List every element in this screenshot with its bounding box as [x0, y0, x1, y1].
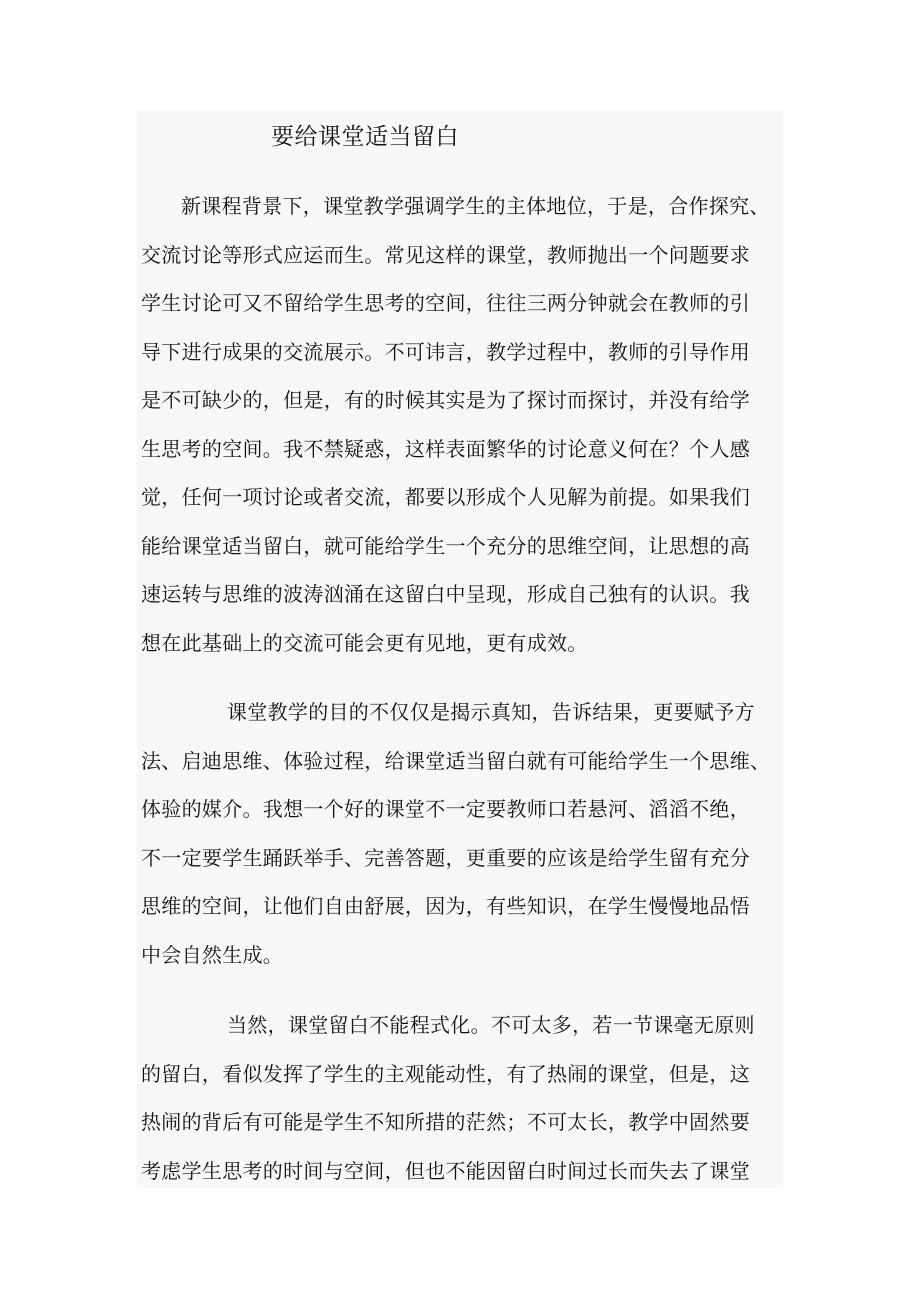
paragraph-line: 觉，任何一项讨论或者交流，都要以形成个人见解为前提。如果我们: [141, 485, 750, 509]
paragraph-line: 法、启迪思维、体验过程，给课堂适当留白就有可能给学生一个思维、: [141, 748, 771, 773]
paragraph-line: 能给课堂适当留白，就可能给学生一个充分的思维空间，让思想的高: [141, 533, 750, 558]
paragraph-line: 体验的媒介。我想一个好的课堂不一定要教师口若悬河、滔滔不绝，: [141, 797, 750, 821]
document-title: 要给课堂适当留白: [271, 124, 459, 150]
paragraph-line: 中会自然生成。: [141, 942, 284, 967]
paragraph-line: 课堂教学的目的不仅仅是揭示真知，告诉结果，更要赋予方: [227, 700, 755, 724]
paragraph-line: 导下进行成果的交流展示。不可讳言，教学过程中，教师的引导作用: [141, 339, 750, 364]
paragraph-line: 是不可缺少的，但是，有的时候其实是为了探讨而探讨，并没有给学: [141, 388, 750, 412]
paragraph-line: 速运转与思维的波涛汹涌在这留白中呈现，形成自己独有的认识。我: [141, 582, 750, 606]
paragraph-line: 热闹的背后有可能是学生不知所措的茫然；不可太长，教学中固然要: [141, 1110, 750, 1134]
paragraph-3: [141, 1001, 783, 1188]
paragraph-2: [141, 688, 783, 979]
paragraph-line: 新课程背景下，课堂教学强调学生的主体地位，于是，合作探究、: [181, 194, 770, 218]
paragraph-1: [141, 182, 783, 667]
paragraph-line: 学生讨论可又不留给学生思考的空间，往往三两分钟就会在教师的引: [141, 291, 750, 315]
paragraph-line: 当然，课堂留白不能程式化。不可太多，若一节课毫无原则: [227, 1013, 755, 1037]
paragraph-line: 不一定要学生踊跃举手、完善答题，更重要的应该是给学生留有充分: [141, 845, 750, 870]
paragraph-line: 交流讨论等形式应运而生。常见这样的课堂，教师抛出一个问题要求: [141, 242, 750, 267]
paragraph-line: 的留白，看似发挥了学生的主观能动性，有了热闹的课堂，但是，这: [141, 1061, 750, 1086]
paragraph-line: 想在此基础上的交流可能会更有见地，更有成效。: [141, 630, 588, 655]
document-page: [137, 110, 783, 1188]
paragraph-line: 生思考的空间。我不禁疑惑，这样表面繁华的讨论意义何在？个人感: [141, 436, 750, 461]
paragraph-line: 考虑学生思考的时间与空间，但也不能因留白时间过长而失去了课堂: [141, 1158, 750, 1183]
paragraph-line: 思维的空间，让他们自由舒展，因为，有些知识，在学生慢慢地品悟: [141, 894, 750, 918]
